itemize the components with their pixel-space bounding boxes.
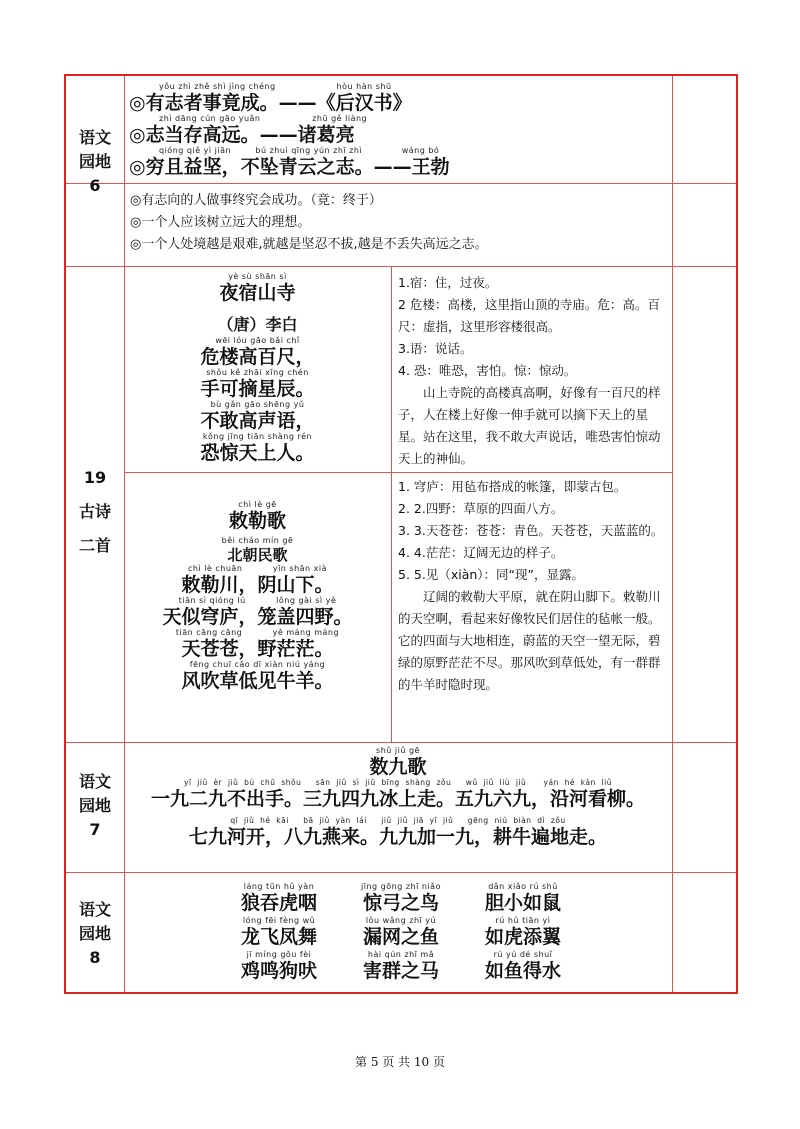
verse-text: 天似穹庐，笼盖四野。 (162, 606, 353, 628)
translation: 辽阔的敕勒大平原，就在阴山脚下。敕勒川的天空啊，看起来好像牧民们居住的毡帐一般。它的四面与大地相连，蔚蓝的天空一望无际，碧绿的原野茫茫不尽。那风吹到草低处，有一群群的牛羊时隐时现。 (398, 589, 661, 692)
quote-text: ◎穷且益坚，不坠青云之志。——王勃 (129, 156, 450, 178)
verse-pinyin: wēi lóu gāo bǎi chǐ (215, 336, 300, 345)
section-label-19 (66, 466, 124, 558)
label-line: 园地 (78, 924, 111, 943)
idiom-row (241, 882, 561, 914)
idiom (241, 882, 317, 914)
idiom-pinyin: jī míng gǒu fèi (246, 950, 312, 959)
verse-pinyin: bù gǎn gāo shēng yǔ (210, 400, 305, 409)
poem-chile-song-notes (398, 476, 668, 696)
author-pinyin: běi cháo mín gē (221, 536, 294, 545)
note-line: 2 危楼：高楼，这里指山顶的寺庙。危：高。百尺：虚指，这里形容楼很高。 (398, 297, 660, 334)
poem-title-pinyin: yè sù shān sì (228, 272, 287, 281)
idiom-text: 鸡鸣狗吠 (241, 960, 318, 982)
label-line: 19 (83, 468, 107, 487)
quote (129, 114, 667, 146)
verse-text: 敕勒川，阴山下。 (181, 574, 334, 596)
note-line: 2. 2.四野：草原的四面八方。 (398, 501, 564, 516)
poem-divider (124, 472, 672, 473)
quote (129, 82, 667, 114)
idiom-text: 如虎添翼 (484, 926, 561, 948)
verse-pinyin: kǒng jīng tiān shàng rén (202, 432, 313, 441)
label-line: 语文 (78, 772, 111, 791)
verse-pinyin: tiān sì qióng lú lǒng gài sì yě (178, 596, 337, 605)
verse-text: 不敢高声语， (200, 410, 315, 432)
idiom (485, 950, 561, 982)
song-line: 一九二九不出手。三九四九冰上走。五九六九，沿河看柳。 (150, 788, 645, 810)
poem-chile-song (124, 500, 391, 692)
idiom-pinyin: lóng fēi fèng wǔ (242, 916, 316, 925)
verse-text: 恐惊天上人。 (200, 442, 315, 464)
idiom-pinyin: jīng gōng zhī niǎo (361, 882, 441, 891)
label-line: 园地 (78, 796, 111, 815)
page-footer: 第 5 页 共 10 页 (355, 1055, 445, 1069)
quote-pinyin: zhì dāng cún gāo yuǎn zhū gě liàng (159, 114, 368, 123)
poem-note-divider (391, 266, 392, 742)
idiom-pinyin: rú yú dé shuǐ (493, 950, 553, 959)
note-line: 4. 4.茫茫：辽阔无边的样子。 (398, 545, 564, 560)
idiom-row (241, 950, 561, 982)
translation: 山上寺院的高楼真高啊，好像有一百尺的样子，人在楼上好像一伸手就可以摘下天上的星星。站在这里，我不敢大声说话，唯恐害怕惊动天上的神仙。 (398, 385, 661, 466)
quote-text: ◎有志者事竟成。——《后汉书》 (129, 92, 412, 114)
note-line: 5. 5.见（xiàn）：同“现”，显露。 (398, 567, 584, 582)
verse-pinyin: chì lè chuān yīn shān xià (187, 564, 328, 573)
note-line: ◎有志向的人做事终究会成功。（竟：终于） (130, 193, 382, 208)
row-divider (66, 266, 736, 267)
idiom (363, 916, 439, 948)
label-line: 8 (89, 948, 101, 967)
label-line: 园地 (78, 152, 111, 171)
poem-night-temple (124, 272, 391, 464)
label-line: 语文 (78, 900, 111, 919)
col-divider (672, 76, 673, 992)
verse-pinyin: shǒu kě zhāi xīng chén (206, 368, 309, 377)
idiom (241, 950, 317, 982)
label-line: 二首 (78, 536, 111, 555)
verse-text: 危楼高百尺， (200, 346, 315, 368)
label-line: 古诗 (78, 502, 111, 521)
idiom-pinyin: dǎn xiǎo rú shǔ (488, 882, 558, 891)
verse-text: 手可摘星辰。 (200, 378, 315, 400)
song-title-pinyin: shǔ jiǔ gē (376, 746, 420, 755)
idiom-text: 害群之马 (362, 960, 439, 982)
note-line: ◎一个人处境越是艰难,就越是坚忍不拔,越是不丢失高远之志。 (130, 237, 488, 252)
lesson-table (64, 74, 738, 994)
idiom (363, 950, 439, 982)
song-title: 数九歌 (369, 756, 427, 778)
note-line: 3. 3.天苍苍：苍苍：青色。天苍苍，天蓝蓝的。 (398, 523, 664, 538)
row-divider (66, 872, 736, 873)
row-divider (66, 742, 736, 743)
quotes-block (129, 82, 667, 178)
note-line: ◎一个人应该树立远大的理想。 (130, 215, 311, 230)
counting-nine-song (124, 746, 672, 848)
verse-text: 风吹草低见牛羊。 (181, 670, 334, 692)
verse-pinyin: fēng chuī cǎo dī xiàn niú yáng (189, 660, 326, 669)
idiom-pinyin: láng tūn hǔ yàn (243, 882, 315, 891)
song-pinyin: yī jiǔ èr jiǔ bù chū shǒu sān jiǔ sì jiǔ bīng shàng zǒu wǔ jiǔ liù jiǔ yán hé kàn liǔ (184, 778, 612, 787)
note-line: 3.语：说话。 (398, 341, 473, 356)
poem-title: 敕勒歌 (228, 510, 286, 532)
song-pinyin: qī jiǔ hé kāi bā jiǔ yàn lái jiǔ jiǔ jiā yī jiǔ gēng niú biàn dì zǒu (230, 816, 566, 825)
song-line: 七九河开，八九燕来。九九加一九，耕牛遍地走。 (188, 826, 607, 848)
row-divider (66, 183, 736, 184)
quote-text: ◎志当存高远。——诸葛亮 (129, 124, 355, 146)
idiom-pinyin: lòu wǎng zhī yú (365, 916, 437, 925)
idiom-pinyin: rú hǔ tiān yì (495, 916, 551, 925)
idiom-text: 胆小如鼠 (484, 892, 561, 914)
section-label-8 (66, 898, 124, 970)
poem-author: 北朝民歌 (227, 546, 288, 564)
quote-pinyin: qióng qiě yì jiān bú zhuì qīng yún zhī zhì wáng bó (159, 146, 440, 155)
idiom-text: 狼吞虎咽 (241, 892, 318, 914)
note-line: 1. 穹庐：用毡布搭成的帐篷，即蒙古包。 (398, 479, 627, 494)
verse-text: 天苍苍，野茫茫。 (181, 638, 334, 660)
label-line: 6 (89, 176, 101, 195)
poem-title-pinyin: chì lè gē (238, 500, 277, 509)
idiom-pinyin: hài qún zhī mǎ (367, 950, 435, 959)
poem-night-temple-notes (398, 272, 668, 470)
idiom-text: 龙飞凤舞 (241, 926, 318, 948)
idiom (361, 882, 441, 914)
quote-notes (130, 190, 668, 256)
section-label-6 (66, 126, 124, 198)
label-line: 语文 (78, 128, 111, 147)
idiom-text: 如鱼得水 (484, 960, 561, 982)
note-line: 1.宿：住，过夜。 (398, 275, 498, 290)
quote-pinyin: yǒu zhì zhě shì jìng chéng hòu hàn shū (159, 82, 392, 91)
quote (129, 146, 667, 178)
idiom (241, 916, 317, 948)
idiom-row (241, 916, 561, 948)
note-line: 4. 恐：唯恐，害怕。惊：惊动。 (398, 363, 577, 378)
idioms-grid (241, 882, 561, 982)
poem-title: 夜宿山寺 (219, 282, 296, 304)
idiom (485, 916, 561, 948)
label-line: 7 (89, 820, 101, 839)
section-label-7 (66, 770, 124, 842)
idiom-text: 惊弓之鸟 (362, 892, 439, 914)
poem-author: （唐）李白 (217, 315, 298, 334)
idiom-text: 漏网之鱼 (362, 926, 439, 948)
idiom (485, 882, 561, 914)
verse-pinyin: tiān cāng cāng yě máng máng (175, 628, 340, 637)
